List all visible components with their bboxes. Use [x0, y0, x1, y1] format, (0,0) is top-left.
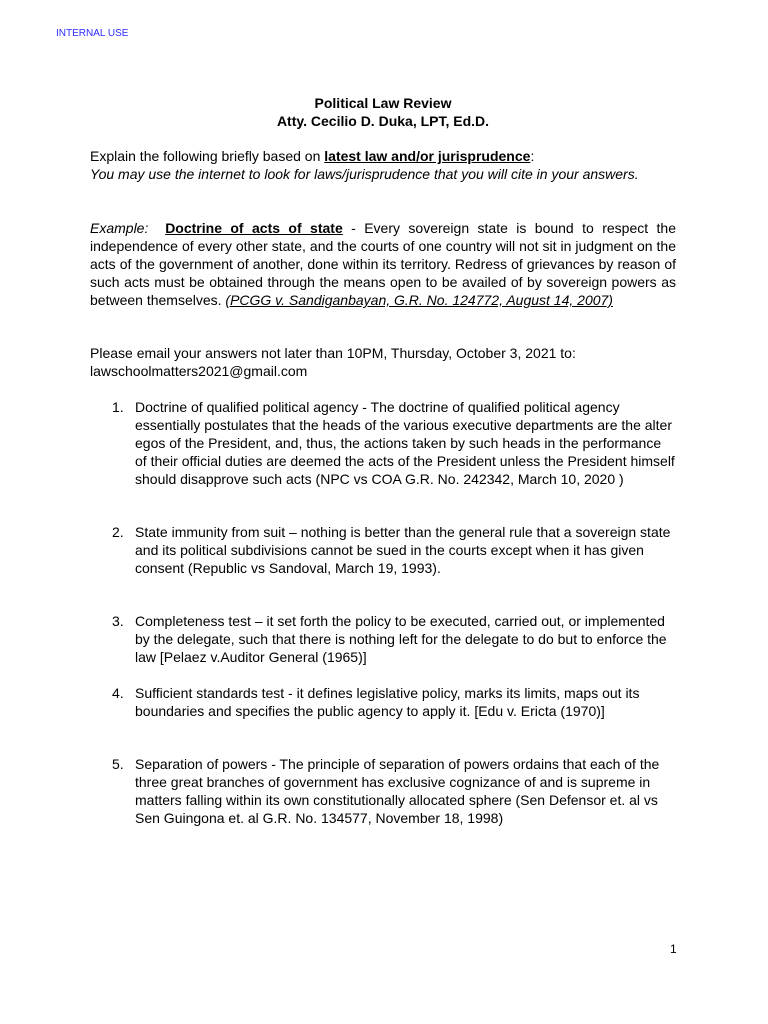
- list-item-text: Sufficient standards test - it defines legislative policy, marks its limits, maps out its boundaries and specifies the public agency to apply it. [Edu v. Ericta (1970)]: [135, 685, 640, 719]
- instructions-line: Explain the following briefly based on latest law and/or jurisprudence:: [90, 148, 535, 164]
- list-item: [90, 684, 676, 720]
- example-citation: (PCGG v. Sandiganbayan, G.R. No. 124772, August 14, 2007): [225, 292, 613, 308]
- example-paragraph: [90, 219, 676, 309]
- list-item-text: Separation of powers - The principle of separation of powers ordains that each of the three great branches of government has exclusive cognizance of and is supreme in matters falling within its own constitutionally allocated sphere (Sen Defensor et. al vs Sen Guingona et. al G.R. No. 134577, November 18, 1998): [135, 756, 660, 826]
- deadline-email: lawschoolmatters2021@gmail.com: [90, 363, 308, 379]
- deadline-paragraph: [90, 344, 676, 380]
- list-item: [90, 523, 676, 577]
- instructions: [90, 147, 676, 183]
- example-term: Doctrine of acts of state: [165, 220, 343, 236]
- document-title: [90, 94, 676, 130]
- page-number: 1: [670, 942, 677, 956]
- list-item-number: 4.: [112, 685, 124, 701]
- list-item-number: 2.: [112, 524, 124, 540]
- list-item-text: Doctrine of qualified political agency - The doctrine of qualified political agency essentially postulates that the heads of the various executive departments are the alter egos of the President, and, thus, the actions taken by such heads in the performance of their official duties are deemed the acts of the President unless the President himself should disapprove such acts (NPC vs COA G.R. No. 242342, March 10, 2020 ): [135, 399, 675, 487]
- list-item: [90, 612, 676, 666]
- list-item-text: Completeness test – it set forth the policy to be executed, carried out, or implemented by the delegate, such that there is nothing left for the delegate to do but to enforce the law [Pelaez v.Auditor General (1965)]: [135, 613, 667, 665]
- example-label: Example:: [90, 220, 149, 236]
- list-item-number: 5.: [112, 756, 124, 772]
- list-item: [90, 755, 676, 827]
- course-title: Political Law Review: [314, 95, 452, 111]
- list-item-number: 3.: [112, 613, 124, 629]
- instructor-name: Atty. Cecilio D. Duka, LPT, Ed.D.: [276, 113, 490, 129]
- instructions-emphasis: latest law and/or jurisprudence: [324, 148, 531, 164]
- list-item-number: 1.: [112, 399, 124, 415]
- example-body: - Every sovereign state is bound to respect the independence of every other state, and the courts of one country will not sit in judgment on the acts of the government of another, done within its territory. Redress of grievances by reason of such acts must be obtained through the means open to be availed of by sovereign powers as between themselves.: [90, 220, 676, 308]
- deadline-text: Please email your answers not later than 10PM, Thursday, October 3, 2021 to:: [90, 345, 576, 361]
- list-item-text: State immunity from suit – nothing is better than the general rule that a sovereign state and its political subdivisions cannot be sued in the courts except when it has given consent (Republic vs Sandoval, March 19, 1993).: [135, 524, 671, 576]
- instructions-note: You may use the internet to look for laws/jurisprudence that you will cite in your answers.: [90, 166, 639, 182]
- list-item: [90, 398, 676, 488]
- internal-use-label: INTERNAL USE: [56, 28, 129, 39]
